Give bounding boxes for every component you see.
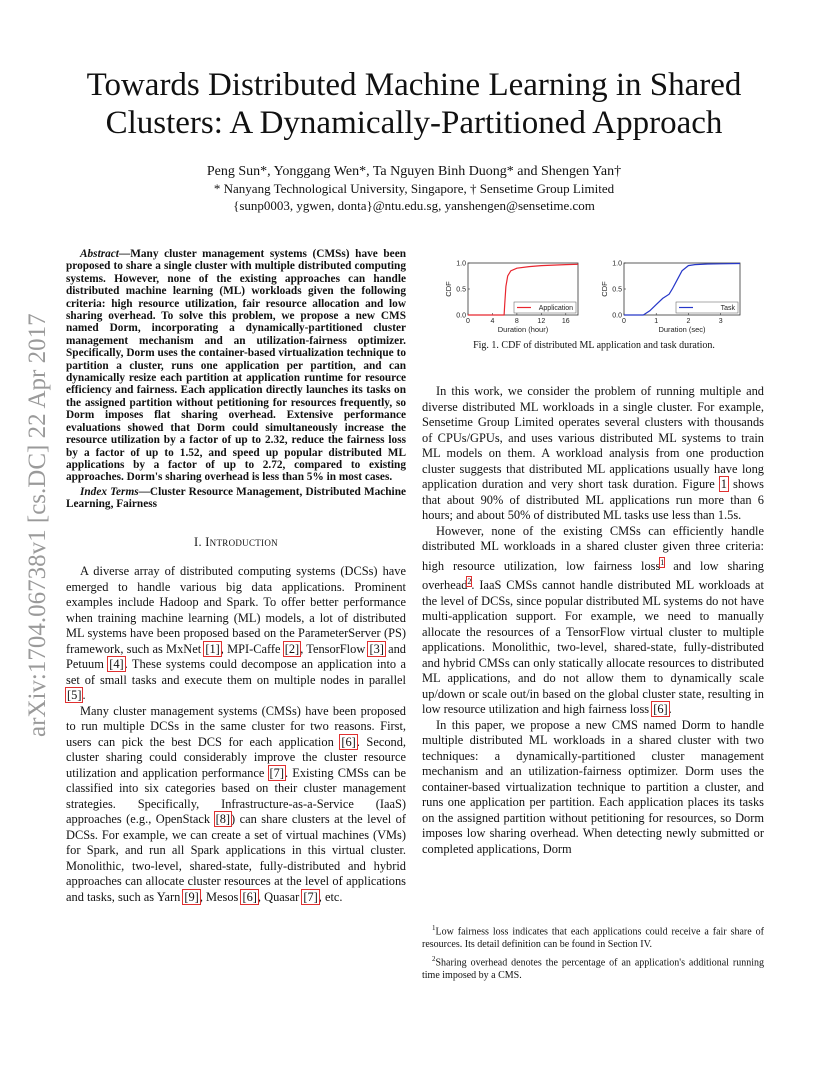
citation-link[interactable]: [8] <box>215 812 231 827</box>
figure-caption: Fig. 1. CDF of distributed ML application and task duration. <box>473 340 715 351</box>
y-tick-label: 0.5 <box>456 286 466 294</box>
y-tick-label: 1.0 <box>456 260 466 268</box>
index-terms-text: —Cluster Resource Management, Distributed Machine Learning, Fairness <box>66 485 406 511</box>
x-tick-label: 1 <box>654 318 659 325</box>
intro-paragraph-1: A diverse array of distributed computing systems (DCSs) have emerged to handle various big data applications. Prominent examples include Hadoop and Spark. To offer better performance when training machine learning (ML) models, a lot of distributed ML systems have been proposed based on the ParameterServer (PS) framework, such as MxNet [1], MPI-Caffe [2], TensorFlow [3] and Petuum [4]. These systems could decompose an application into a set of small tasks and execute them on multiple nodes in parallel [5]. <box>66 564 407 703</box>
y-axis-label: CDF <box>600 281 609 297</box>
authors: Peng Sun*, Yonggang Wen*, Ta Nguyen Binh Duong* and Shengen Yan† <box>206 164 622 179</box>
citation-link[interactable]: [6] <box>242 889 257 904</box>
footnote: $^2$Sharing overhead denotes the percentage of an application's additional running time imposed by a CMS. <box>422 955 764 982</box>
section-heading: I. Introduction <box>194 534 278 549</box>
x-tick-label: 8 <box>514 318 519 325</box>
citation-link[interactable]: [1] <box>205 641 220 656</box>
intro-paragraph-3: In this work, we consider the problem of running multiple and diverse distributed ML workloads in a single cluster. For example, Sensetime Group Limited operates several clusters with thousands of CPUs/GPUs, and uses various distributed ML systems to train ML models on them. A workload analysis from one production cluster suggests that distributed ML applications usually have long application duration and very short task duration. Figure 1 shows that about 90% of distributed ML applications run more than 6 hours; and about 50% of distributed ML tasks use less than 1.5s. <box>422 384 764 522</box>
footnote-ref[interactable]: 1 <box>660 557 665 567</box>
citation-link[interactable]: [3] <box>369 641 384 656</box>
x-axis-label: Duration (hour) <box>497 325 549 334</box>
x-tick-label: 16 <box>561 318 570 325</box>
arxiv-watermark: arXiv:1704.06738v1 [cs.DC] 22 Apr 2017 <box>24 313 51 737</box>
abstract-text: —Many cluster management systems (CMSs) have been proposed to share a single cluster with multiple distributed computing systems. However, none of the existing approaches can handle distributed machine learning (ML) workloads given the following criteria: high resource utilization, fair resource allocation and low sharing overhead. To solve this problem, we propose a new CMS named Dorm, incorporating a dynamically-partitioned cluster management mechanism and an utilization-fairness optimizer. Specifically, Dorm uses the container-based virtualization technique to partition a cluster, runs one application per partition, and can dynamically resize each partition at application runtime for resource efficiency and fairness. Each application directly launches its tasks on the assigned partition without petitioning for resources frequently, so Dorm imposes flat sharing overhead. Extensive performance evaluations showed that Dorm could simultaneously increase the resource utilization by a factor of up to 2.32, reduce the fairness loss by a factor of up to 1.52, and speed up popular distributed ML applications by a factor of up to 2.72, compared to existing approaches. Dorm's sharing overhead is less than 5% in most cases. <box>66 248 406 484</box>
x-tick-label: 4 <box>490 318 495 325</box>
right-column <box>422 384 764 857</box>
x-tick-label: 0 <box>466 318 470 325</box>
figure-1 <box>424 245 764 355</box>
y-tick-label: 0.5 <box>612 286 622 294</box>
footnote: $^1$Low fairness loss indicates that each applications could receive a fair share of resources. Its detail definition can be found in Section IV. <box>422 924 764 950</box>
figure-ref-link[interactable]: 1 <box>720 477 727 491</box>
footnote-ref[interactable]: 2 <box>467 577 472 587</box>
emails: {sunp0003, ygwen, donta}@ntu.edu.sg, yanshengen@sensetime.com <box>233 198 595 213</box>
y-tick-label: 0.0 <box>612 312 622 320</box>
x-tick-label: 12 <box>537 318 546 325</box>
citation-link[interactable]: [7] <box>269 765 284 780</box>
footnotes <box>422 922 764 985</box>
citation-link[interactable]: [6] <box>653 702 668 717</box>
x-axis-label: Duration (sec) <box>658 325 706 334</box>
y-tick-label: 0.0 <box>456 312 466 320</box>
left-column <box>66 248 406 905</box>
citation-link[interactable]: [7] <box>303 889 318 904</box>
paper-title: Towards Distributed Machine Learning in Shared Clusters: A Dynamically-Partitioned Approach <box>86 67 742 141</box>
intro-paragraph-4: However, none of the existing CMSs can efficiently handle distributed ML workloads in a shared cluster given three criteria: high resource utilization, low fairness loss$^1$ and low sharing overhead$^2$. IaaS CMSs cannot handle distributed ML workloads at the level of DCSs, since popular distributed ML systems do not have multi-application support. For example, we need to manually allocate the resources of a TensorFlow virtual cluster to multiple applications. Monolithic, two-level, shared-state, fully-distributed and hybrid CMSs can only statically allocate resources to distributed ML applications, and do not allow them to dynamically scale up/down or scale out/in based on the global cluster state, resulting in low resource utilization and high fairness loss [6]. <box>422 523 764 717</box>
x-tick-label: 3 <box>718 318 723 325</box>
y-axis-label: CDF <box>444 281 453 297</box>
affiliations: * Nanyang Technological University, Singapore, † Sensetime Group Limited <box>213 181 615 196</box>
intro-paragraph-2: Many cluster management systems (CMSs) have been proposed to run multiple DCSs in the same cluster for two reasons. First, users can pick the best DCS for each application [6]. Second, cluster sharing could considerably improve the cluster resource utilization and application performance [7]. Existing CMSs can be classified into six categories based on their cluster management strategies. Specifically, Infrastructure-as-a-Service (IaaS) approaches (e.g., OpenStack [8]) can share clusters at the level of DCSs. For example, we can create a set of virtual machines (VMs) for Spark, and run all Spark applications in this virtual cluster. Monolithic, two-level, shared-state, fully-distributed and hybrid approaches can allocate cluster resources at the level of applications and tasks, such as Yarn [9], Mesos [6], Quasar [7], etc. <box>66 703 407 904</box>
intro-paragraph-5: In this paper, we propose a new CMS named Dorm to handle multiple distributed ML workloads in a shared cluster with two techniques: a dynamically-partitioned cluster management mechanism and an utilization-fairness optimizer. Dorm uses the container-based virtualization technique to partition a cluster, and runs one application per partition. Each application places its tasks on the assigned partition without petitioning for resources, so Dorm imposes low sharing overhead. When detecting newly submitted or completed applications, Dorm <box>422 717 764 856</box>
index-terms-label: Index Terms <box>80 485 139 498</box>
y-tick-label: 1.0 <box>612 260 622 268</box>
citation-link[interactable]: [5] <box>67 688 82 703</box>
x-tick-label: 2 <box>686 318 691 325</box>
citation-link[interactable]: [4] <box>109 657 124 672</box>
index-terms <box>66 486 406 511</box>
citation-link[interactable]: [6] <box>341 734 356 749</box>
citation-link[interactable]: [2] <box>284 641 300 656</box>
citation-link[interactable]: [9] <box>184 889 199 904</box>
x-tick-label: 0 <box>622 318 626 325</box>
abstract <box>66 248 406 484</box>
abstract-label: Abstract <box>80 248 119 260</box>
legend-label: Task <box>720 305 735 312</box>
legend-label: Application <box>538 305 573 312</box>
